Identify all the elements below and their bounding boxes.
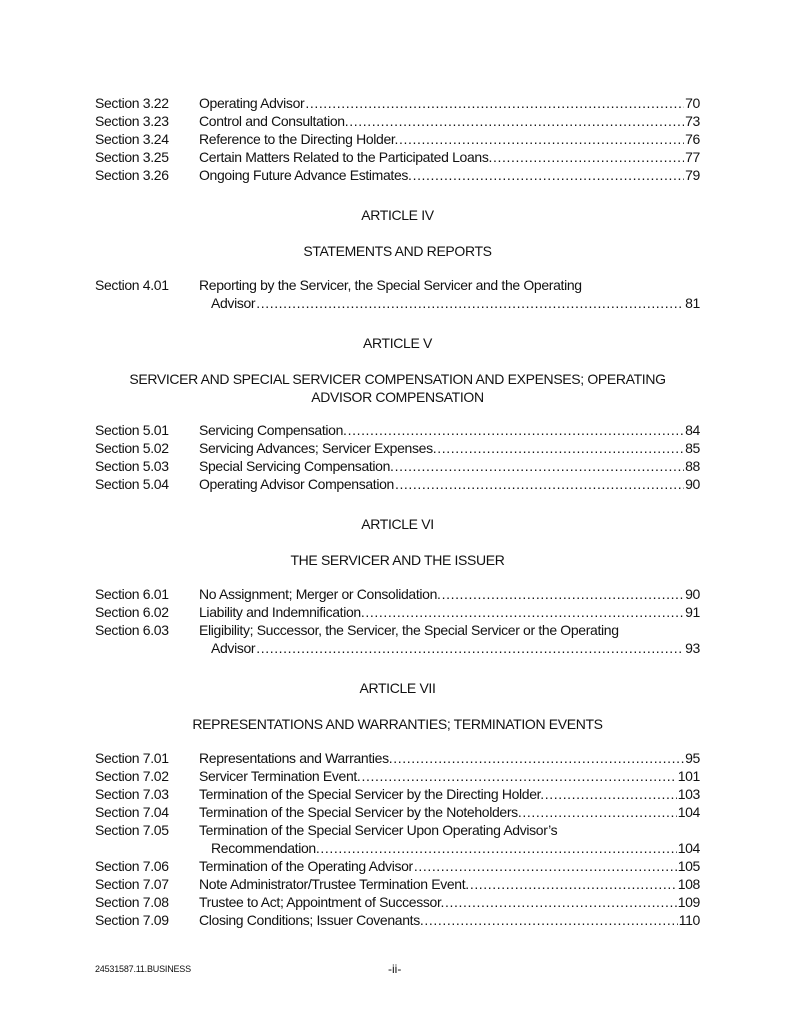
dot-leader bbox=[349, 112, 684, 130]
dot-leader bbox=[393, 749, 684, 767]
section-number: Section 3.23 bbox=[95, 113, 169, 129]
section-title: No Assignment; Merger or Consolidation. bbox=[199, 586, 441, 602]
toc-entry[interactable] bbox=[95, 621, 700, 639]
section-number: Section 5.03 bbox=[95, 458, 169, 474]
section-number: Section 7.09 bbox=[95, 912, 169, 928]
dot-leader bbox=[414, 857, 677, 875]
toc-entry[interactable] bbox=[95, 166, 700, 184]
dot-leader bbox=[493, 148, 684, 166]
section-number: Section 7.05 bbox=[95, 822, 169, 838]
section-number: Section 7.03 bbox=[95, 786, 169, 802]
page-number: 104 bbox=[677, 840, 700, 856]
dot-leader bbox=[413, 166, 685, 184]
page-number: 103 bbox=[677, 786, 700, 802]
toc-group-article-5 bbox=[95, 421, 700, 493]
page-number: 84 bbox=[685, 422, 700, 438]
toc-entry-continuation[interactable] bbox=[95, 839, 700, 857]
section-number: Section 7.02 bbox=[95, 768, 169, 784]
page-number: 81 bbox=[685, 295, 700, 311]
toc-group-article-7 bbox=[95, 749, 700, 929]
page-number: 91 bbox=[685, 604, 700, 620]
toc-group-article-6 bbox=[95, 585, 700, 657]
page-number: 90 bbox=[685, 476, 700, 492]
document-id: 24531587.11.BUSINESS bbox=[95, 964, 191, 974]
dot-leader bbox=[545, 785, 677, 803]
section-title: Control and Consultation. bbox=[199, 113, 349, 129]
dot-leader bbox=[442, 585, 685, 603]
page-number: 70 bbox=[685, 95, 700, 111]
page-number: 88 bbox=[685, 458, 700, 474]
article-4-title: STATEMENTS AND REPORTS bbox=[303, 243, 492, 259]
page-number: 93 bbox=[685, 640, 700, 656]
section-title: Servicing Compensation. bbox=[199, 422, 347, 438]
page-number: 73 bbox=[685, 113, 700, 129]
article-6-label: ARTICLE VI bbox=[361, 516, 434, 532]
section-number: Section 7.06 bbox=[95, 858, 169, 874]
article-7-title: REPRESENTATIONS AND WARRANTIES; TERMINATION EVENTS bbox=[192, 716, 603, 732]
dot-leader bbox=[437, 439, 684, 457]
section-title: Special Servicing Compensation. bbox=[199, 458, 394, 474]
section-title-line-1: Termination of the Special Servicer Upon Operating Advisor’s bbox=[199, 822, 558, 838]
toc-entry[interactable] bbox=[95, 457, 700, 475]
article-7-label: ARTICLE VII bbox=[359, 680, 436, 696]
section-title: Ongoing Future Advance Estimates. bbox=[199, 167, 412, 183]
section-title: Trustee to Act; Appointment of Successor. bbox=[199, 894, 445, 910]
toc-entry[interactable] bbox=[95, 276, 700, 294]
dot-leader bbox=[395, 457, 685, 475]
dot-leader bbox=[348, 421, 685, 439]
article-5-label: ARTICLE V bbox=[363, 335, 432, 351]
dot-leader bbox=[365, 603, 684, 621]
page-number-footer: -ii- bbox=[388, 962, 402, 976]
section-title: Termination of the Special Servicer by the Directing Holder. bbox=[199, 786, 544, 802]
toc-entry[interactable] bbox=[95, 893, 700, 911]
section-number: Section 5.01 bbox=[95, 422, 169, 438]
toc-entry-continuation[interactable] bbox=[95, 294, 700, 312]
article-6-title: THE SERVICER AND THE ISSUER bbox=[290, 552, 505, 568]
toc-entry[interactable] bbox=[95, 821, 700, 839]
section-number: Section 7.08 bbox=[95, 894, 169, 910]
section-number: Section 6.02 bbox=[95, 604, 169, 620]
section-title: Closing Conditions; Issuer Covenants. bbox=[199, 912, 424, 928]
page-number: 110 bbox=[678, 912, 700, 928]
section-title: Note Administrator/Trustee Termination Event. bbox=[199, 876, 469, 892]
section-title: Operating Advisor bbox=[199, 95, 305, 111]
section-title-line-1: Eligibility; Successor, the Servicer, the Special Servicer or the Operating bbox=[199, 622, 619, 638]
page-number: 90 bbox=[685, 586, 700, 602]
toc-entry[interactable] bbox=[95, 130, 700, 148]
dot-leader bbox=[361, 767, 676, 785]
section-number: Section 4.01 bbox=[95, 277, 169, 293]
page-number: 95 bbox=[685, 750, 700, 766]
page-number: 77 bbox=[685, 149, 700, 165]
dot-leader bbox=[256, 294, 684, 312]
section-title-line-2: Advisor bbox=[211, 640, 256, 656]
dot-leader bbox=[399, 130, 684, 148]
section-number: Section 7.07 bbox=[95, 876, 169, 892]
page-number: 101 bbox=[677, 768, 700, 784]
page-number: 76 bbox=[685, 131, 700, 147]
toc-entry[interactable] bbox=[95, 767, 700, 785]
section-number: Section 6.01 bbox=[95, 586, 169, 602]
section-title: Representations and Warranties. bbox=[199, 750, 393, 766]
section-title: Operating Advisor Compensation bbox=[199, 476, 394, 492]
toc-entry[interactable] bbox=[95, 603, 700, 621]
article-5-title-line-1: SERVICER AND SPECIAL SERVICER COMPENSATION AND EXPENSES; OPERATING bbox=[129, 371, 666, 387]
dot-leader bbox=[470, 875, 677, 893]
section-number: Section 5.04 bbox=[95, 476, 169, 492]
dot-leader bbox=[305, 94, 684, 112]
section-title: Certain Matters Related to the Participated Loans. bbox=[199, 149, 493, 165]
page-number: 109 bbox=[677, 894, 700, 910]
page-number: 108 bbox=[677, 876, 700, 892]
section-title: Termination of the Special Servicer by the Noteholders. bbox=[199, 804, 522, 820]
article-5-title-line-2: ADVISOR COMPENSATION bbox=[311, 389, 484, 405]
toc-entry[interactable] bbox=[95, 803, 700, 821]
page-number: 85 bbox=[685, 440, 700, 456]
section-number: Section 3.22 bbox=[95, 95, 169, 111]
toc-entry[interactable] bbox=[95, 785, 700, 803]
dot-leader bbox=[256, 639, 684, 657]
section-title-line-2: Recommendation. bbox=[211, 840, 320, 856]
section-number: Section 3.25 bbox=[95, 149, 169, 165]
page-number: 104 bbox=[677, 804, 700, 820]
section-title: Reference to the Directing Holder. bbox=[199, 131, 398, 147]
section-number: Section 3.26 bbox=[95, 167, 169, 183]
dot-leader bbox=[424, 911, 677, 929]
toc-entry[interactable] bbox=[95, 749, 700, 767]
section-title: Servicing Advances; Servicer Expenses. bbox=[199, 440, 437, 456]
dot-leader bbox=[445, 893, 677, 911]
toc-entry[interactable] bbox=[95, 421, 700, 439]
section-title: Termination of the Operating Advisor bbox=[199, 858, 413, 874]
section-number: Section 7.04 bbox=[95, 804, 169, 820]
toc-entry[interactable] bbox=[95, 112, 700, 130]
toc-entry[interactable] bbox=[95, 585, 700, 603]
dot-leader bbox=[522, 803, 676, 821]
section-number: Section 3.24 bbox=[95, 131, 169, 147]
section-title-line-1: Reporting by the Servicer, the Special Servicer and the Operating bbox=[199, 277, 582, 293]
section-title: Liability and Indemnification. bbox=[199, 604, 365, 620]
dot-leader bbox=[395, 475, 684, 493]
section-title-line-2: Advisor bbox=[211, 295, 256, 311]
section-number: Section 6.03 bbox=[95, 622, 169, 638]
section-title: Servicer Termination Event. bbox=[199, 768, 361, 784]
toc-entry[interactable] bbox=[95, 475, 700, 493]
toc-group-article-3 bbox=[95, 94, 700, 184]
toc-entry[interactable] bbox=[95, 148, 700, 166]
page-number: 105 bbox=[677, 858, 700, 874]
toc-group-article-4 bbox=[95, 276, 700, 312]
toc-entry[interactable] bbox=[95, 875, 700, 893]
page-number: 79 bbox=[685, 167, 700, 183]
dot-leader bbox=[320, 839, 676, 857]
toc-entry[interactable] bbox=[95, 911, 700, 929]
toc-entry[interactable] bbox=[95, 94, 700, 112]
section-number: Section 5.02 bbox=[95, 440, 169, 456]
toc-entry[interactable] bbox=[95, 857, 700, 875]
toc-entry-continuation[interactable] bbox=[95, 639, 700, 657]
section-number: Section 7.01 bbox=[95, 750, 169, 766]
article-4-label: ARTICLE IV bbox=[361, 207, 434, 223]
toc-entry[interactable] bbox=[95, 439, 700, 457]
